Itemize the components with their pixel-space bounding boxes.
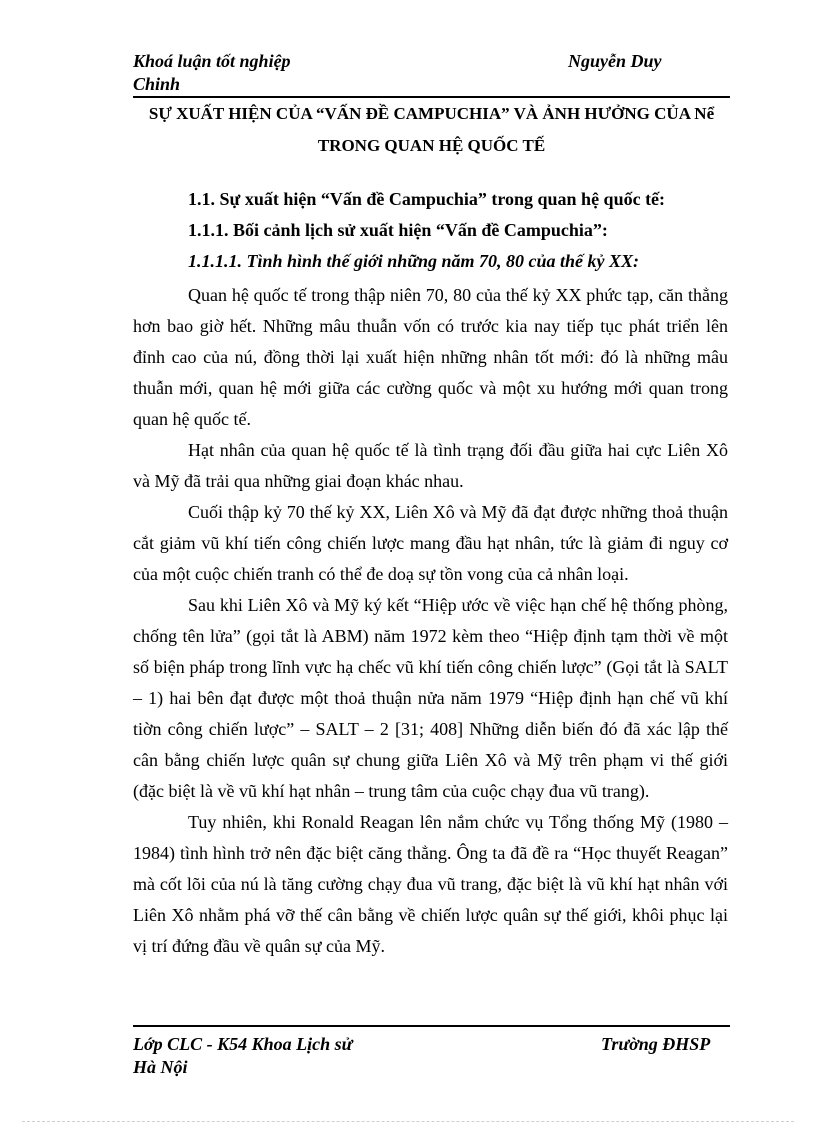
section-heading-1-1: 1.1. Sự xuất hiện “Vấn đề Campuchia” trong quan hệ quốc tế: [188, 189, 666, 209]
body-text [133, 280, 728, 962]
paragraph: Hạt nhân của quan hệ quốc tế là tình trạng đối đầu giữa hai cực Liên Xô và Mỹ đã trải qua những giai đoạn khác nhau. [133, 440, 728, 491]
paragraph: Cuối thập kỷ 70 thế kỷ XX, Liên Xô và Mỹ đã đạt được những thoả thuận cắt giảm vũ khí tiến công chiến lược mang đầu hạt nhân, tức là giảm đi nguy cơ của một cuộc chiến tranh có thể đe doạ sự tồn vong của cả nhân loại. [133, 502, 728, 584]
header-author-name-continued: Chinh [133, 74, 181, 94]
header-author-name: Nguyễn Duy [568, 51, 662, 71]
paragraph: Quan hệ quốc tế trong thập niên 70, 80 của thế kỷ XX phức tạp, căn thẳng hơn bao giờ hết. Những mâu thuẫn vốn có trước kia nay tiếp tục phát triển lên đỉnh cao của nú, đồng thời lại xuất hiện những nhân tốt mới: đó là những mâu thuẫn mới, quan hệ mới giữa các cường quốc và một xu hướng mới quan trong quan hệ quốc tế. [133, 285, 728, 429]
page-footer [133, 1025, 730, 1083]
section-heading-1-1-1-1: 1.1.1.1. Tình hình thế giới những năm 70, 80 của thế kỷ XX: [188, 251, 640, 271]
paragraph: Tuy nhiên, khi Ronald Reagan lên nắm chức vụ Tổng thống Mỹ (1980 – 1984) tình hình trở nên đặc biệt căng thẳng. Ông ta đã đề ra “Học thuyết Reagan” mà cốt lõi của nú là tăng cường chạy đua vũ trang, đặc biệt là vũ khí hạt nhân với Liên Xô nhằm phá vỡ thế cân bằng về chiến lược quân sự thế giới, khôi phục lại vị trí đứng đầu về quân sự của Mỹ. [133, 812, 728, 956]
paragraph: Sau khi Liên Xô và Mỹ ký kết “Hiệp ước về việc hạn chế hệ thống phòng, chống tên lửa” (gọi tắt là ABM) năm 1972 kèm theo “Hiệp định tạm thời về một số biện pháp trong lĩnh vực hạ chếc vũ khí tiến công chiến lược” (Gọi tắt là SALT – 1) hai bên đạt được một thoả thuận nửa năm 1979 “Hiệp định hạn chế vũ khí tiờn công chiến lược” – SALT – 2 [31; 408] Những diễn biến đó đã xác lập thế cân bằng chiến lược quân sự chung giữa Liên Xô và Mỹ trên phạm vi thế giới (đặc biệt là về vũ khí hạt nhân – trung tâm của cuộc chạy đua vũ trang). [133, 595, 728, 801]
page-header [133, 50, 730, 98]
page-bottom-divider [22, 1121, 794, 1122]
footer-city: Hà Nội [133, 1057, 188, 1077]
footer-university: Trường ĐHSP [601, 1034, 711, 1054]
header-thesis-label: Khoá luận tốt nghiệp [133, 51, 291, 71]
chapter-title: SỰ XUẤT HIỆN CỦA “VẤN ĐỀ CAMPUCHIA” VÀ ẢNH HƯỞNG CỦA Nể TRONG QUAN HỆ QUỐC TẾ [148, 104, 715, 155]
footer-class-label: Lớp CLC - K54 Khoa Lịch sử [133, 1034, 353, 1054]
section-heading-1-1-1: 1.1.1. Bối cảnh lịch sử xuất hiện “Vấn đề Campuchia”: [188, 220, 608, 240]
